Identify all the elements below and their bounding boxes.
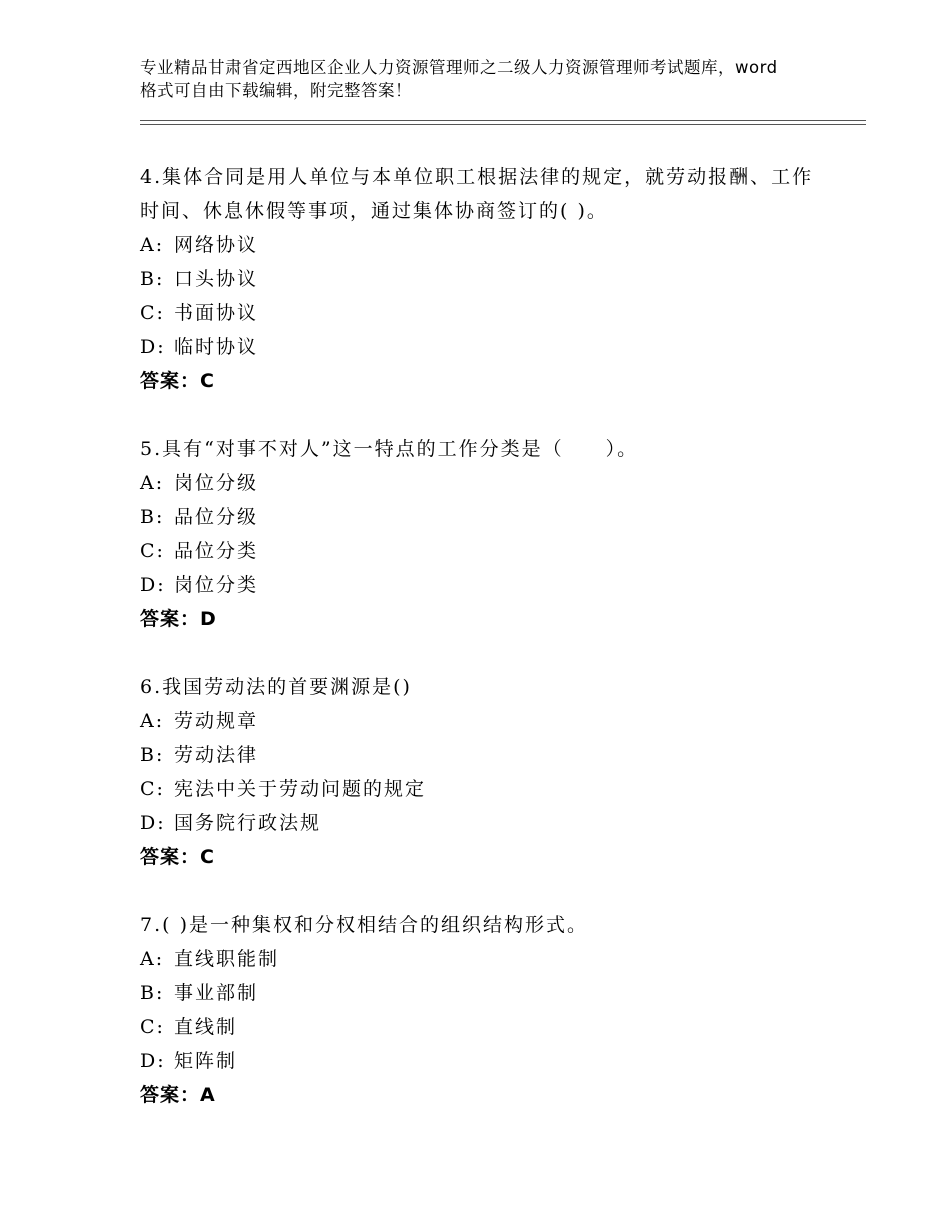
answer-value: C xyxy=(200,846,215,868)
option-text: 事业部制 xyxy=(174,982,259,1004)
question-text xyxy=(140,908,820,942)
option-text: 国务院行政法规 xyxy=(174,812,322,834)
answer-value: C xyxy=(200,370,215,392)
question-number: 5. xyxy=(140,438,163,460)
option-text: 品位分级 xyxy=(174,506,259,528)
option-d xyxy=(140,330,860,364)
option-key: C: xyxy=(140,1016,165,1038)
question-stem: 我国劳动法的首要渊源是() xyxy=(162,676,412,698)
answer-label: 答案： xyxy=(140,608,201,630)
option-b xyxy=(140,262,860,296)
option-text: 岗位分级 xyxy=(174,472,259,494)
option-c xyxy=(140,772,860,806)
answer-value: A xyxy=(200,1084,216,1106)
answer-line xyxy=(140,840,860,874)
option-c xyxy=(140,534,860,568)
answer-line xyxy=(140,602,860,636)
question-text xyxy=(140,160,820,228)
option-key: B: xyxy=(140,744,165,766)
question-text xyxy=(140,432,820,466)
answer-label: 答案： xyxy=(140,1084,201,1106)
option-b xyxy=(140,976,860,1010)
question-number: 7. xyxy=(140,914,163,936)
question-4 xyxy=(140,160,860,398)
option-text: 劳动规章 xyxy=(174,710,259,732)
option-key: D: xyxy=(140,336,166,358)
option-a xyxy=(140,704,860,738)
question-text xyxy=(140,670,820,704)
document-header xyxy=(140,56,780,102)
option-key: C: xyxy=(140,540,165,562)
option-key: B: xyxy=(140,506,165,528)
option-a xyxy=(140,228,860,262)
option-text: 直线制 xyxy=(174,1016,238,1038)
question-stem: ( )是一种集权和分权相结合的组织结构形式。 xyxy=(162,914,589,936)
header-divider-top xyxy=(140,120,866,121)
option-key: A: xyxy=(140,472,165,494)
option-key: D: xyxy=(140,1050,166,1072)
option-key: A: xyxy=(140,710,165,732)
question-6 xyxy=(140,670,860,874)
answer-line xyxy=(140,364,860,398)
option-text: 直线职能制 xyxy=(174,948,280,970)
option-key: D: xyxy=(140,574,166,596)
option-key: C: xyxy=(140,302,165,324)
option-key: D: xyxy=(140,812,166,834)
question-number: 4. xyxy=(140,166,163,188)
option-text: 矩阵制 xyxy=(174,1050,238,1072)
option-text: 口头协议 xyxy=(174,268,259,290)
option-d xyxy=(140,568,860,602)
question-number: 6. xyxy=(140,676,163,698)
answer-label: 答案： xyxy=(140,846,201,868)
option-key: A: xyxy=(140,234,165,256)
option-key: A: xyxy=(140,948,165,970)
option-d xyxy=(140,1044,860,1078)
option-text: 书面协议 xyxy=(174,302,259,324)
answer-label: 答案： xyxy=(140,370,201,392)
option-key: C: xyxy=(140,778,165,800)
option-text: 品位分类 xyxy=(174,540,259,562)
option-b xyxy=(140,500,860,534)
option-c xyxy=(140,296,860,330)
option-key: B: xyxy=(140,268,165,290)
option-a xyxy=(140,942,860,976)
option-text: 宪法中关于劳动问题的规定 xyxy=(174,778,427,800)
answer-line xyxy=(140,1078,860,1112)
question-list xyxy=(140,160,860,1146)
answer-value: D xyxy=(200,608,217,630)
option-a xyxy=(140,466,860,500)
option-text: 岗位分类 xyxy=(174,574,259,596)
option-text: 网络协议 xyxy=(174,234,259,256)
document-title: 专业精品甘肃省定西地区企业人力资源管理师之二级人力资源管理师考试题库，word格式可自由下载编辑，附完整答案！ xyxy=(140,58,778,100)
question-stem: 集体合同是用人单位与本单位职工根据法律的规定，就劳动报酬、工作时间、休息休假等事项，通过集体协商签订的( )。 xyxy=(140,166,814,222)
option-key: B: xyxy=(140,982,165,1004)
option-text: 劳动法律 xyxy=(174,744,259,766)
option-c xyxy=(140,1010,860,1044)
option-b xyxy=(140,738,860,772)
question-stem: 具有“对事不对人”这一特点的工作分类是（ ）。 xyxy=(162,438,639,460)
header-divider-bottom xyxy=(140,124,866,125)
option-text: 临时协议 xyxy=(174,336,259,358)
question-7 xyxy=(140,908,860,1112)
question-5 xyxy=(140,432,860,636)
option-d xyxy=(140,806,860,840)
